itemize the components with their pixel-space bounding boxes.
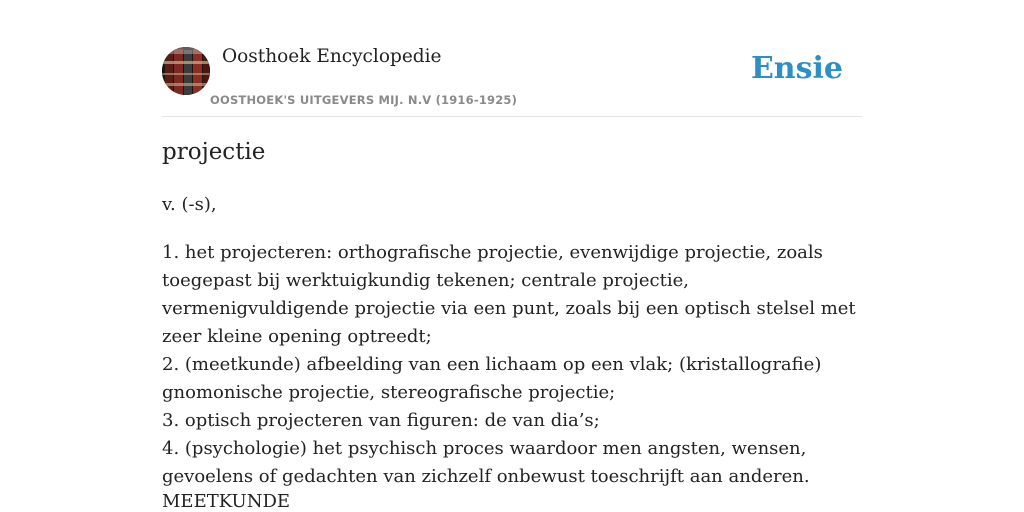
entry-title: projectie — [162, 139, 266, 165]
section-heading: MEETKUNDE — [162, 491, 291, 512]
grammar-note: v. (-s), — [162, 194, 217, 215]
definition-item: 3. optisch projecteren van figuren: de van dia’s; — [162, 410, 600, 431]
definition-item: 1. het projecteren: orthografische projectie, evenwijdige projectie, zoals toegepast bij werktuigkundig tekenen; centrale projectie, vermenigvuldigende projectie via een punt, zoals bij een optisch stelsel met zeer kleine opening optreedt; — [162, 242, 856, 347]
publisher-subtitle: OOSTHOEK'S UITGEVERS MIJ. N.V (1916-1925) — [210, 93, 518, 107]
definition-item: 2. (meetkunde) afbeelding van een lichaam op een vlak; (kristallografie) gnomonische projectie, stereografische projectie; — [162, 354, 822, 403]
definition-item: 4. (psychologie) het psychisch proces waardoor men angsten, wensen, gevoelens of gedachten van zichzelf onbewust toeschrijft aan anderen. — [162, 438, 810, 487]
book-spines-icon[interactable] — [162, 47, 210, 95]
header — [162, 0, 862, 117]
definition-list — [162, 239, 866, 491]
page — [162, 0, 862, 512]
site-title[interactable]: Oosthoek Encyclopedie — [222, 46, 442, 67]
brand-logo-link[interactable]: Ensie — [750, 51, 843, 86]
